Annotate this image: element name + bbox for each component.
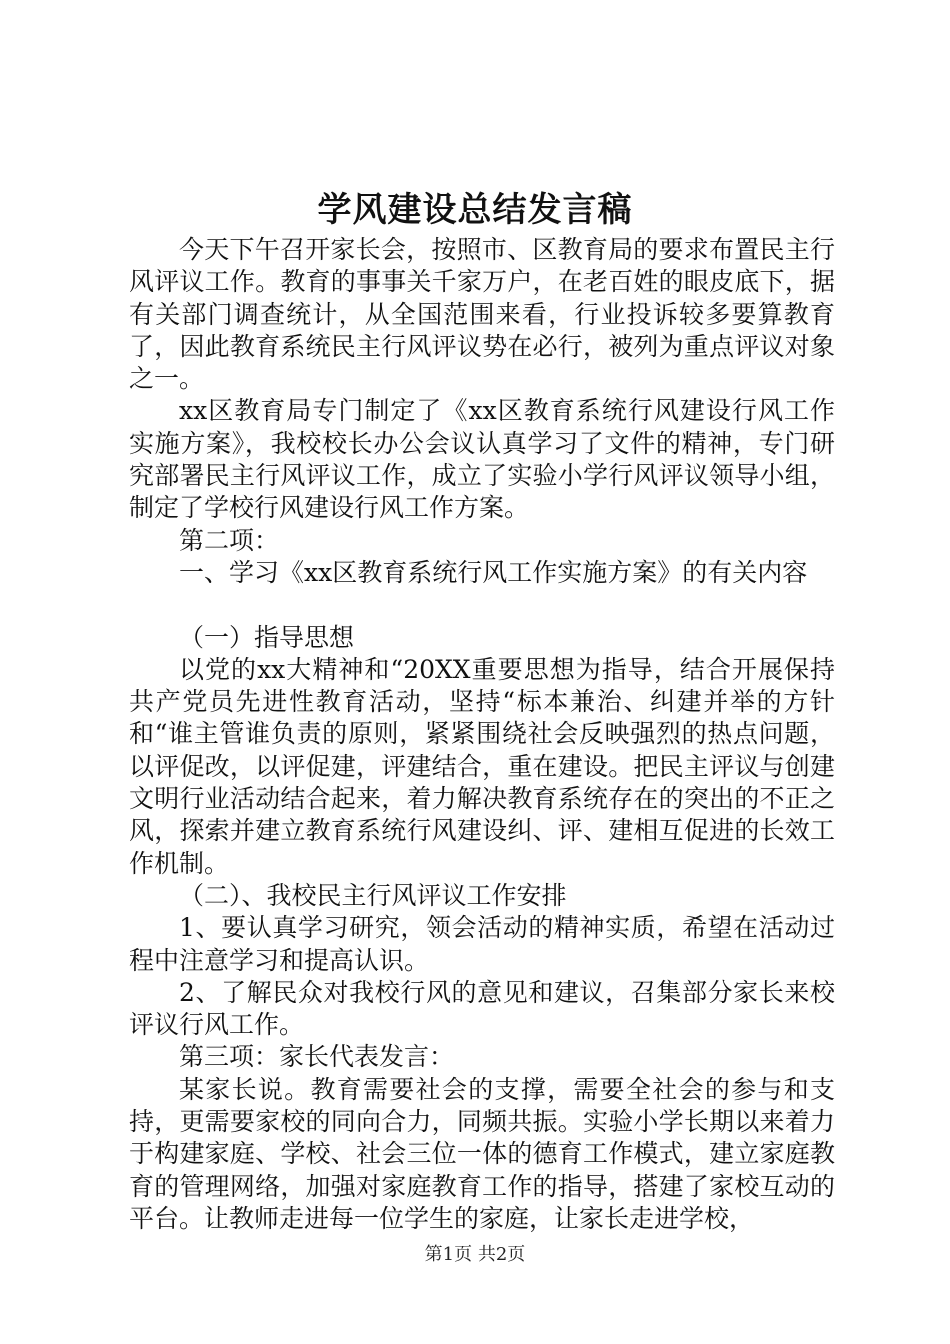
document-body	[129, 234, 835, 1235]
section-heading-item-three: 第三项：家长代表发言：	[179, 1042, 455, 1072]
paragraph-parent-speech: 某家长说。教育需要社会的支撑，需要全社会的参与和支持，更需要家校的同向合力，同频共振。实验小学长期以来着力于构建家庭、学校、社会三位一体的德育工作模式，建立家庭教育的管理网络，加强对家庭教育工作的指导，搭建了家校互动的平台。让教师走进每一位学生的家庭，让家长走进学校，	[129, 1074, 835, 1233]
section-heading-item-two: 第二项：	[179, 525, 280, 555]
paragraph-plan: xx区教育局专门制定了《xx区教育系统行风建设行风工作实施方案》，我校校长办公会议认真学习了文件的精神，专门研究部署民主行风评议工作，成立了实验小学行风评议领导小组，制定了学校行风建设行风工作方案。	[129, 396, 835, 523]
paragraph-guiding-thought: 以党的xx大精神和“20XX重要思想为指导，结合开展保持共产党员先进性教育活动，坚持“标本兼治、纠建并举的方针和“谁主管谁负责的原则，紧紧围绕社会反映强烈的热点问题，以评促改，以评促建，评建结合，重在建设。把民主评议与创建文明行业活动结合起来，着力解决教育系统存在的突出的不正之风，探索并建立教育系统行风建设纠、评、建相互促进的长效工作机制。	[129, 654, 835, 878]
section-heading-study: 一、学习《xx区教育系统行风工作实施方案》的有关内容	[179, 557, 808, 587]
subheading-guiding-thought: （一）指导思想	[179, 622, 355, 652]
subheading-arrangement: （二）、我校民主行风评议工作安排	[179, 880, 567, 910]
blank-line	[129, 589, 835, 621]
list-item-1: 1、要认真学习研究，领会活动的精神实质，希望在活动过程中注意学习和提高认识。	[129, 913, 835, 975]
page-footer: 第1页 共2页	[424, 1244, 526, 1265]
document-title: 学风建设总结发言稿	[317, 190, 633, 230]
list-item-2: 2、了解民众对我校行风的意见和建议，召集部分家长来校评议行风工作。	[129, 977, 835, 1040]
paragraph-intro: 今天下午召开家长会，按照市、区教育局的要求布置民主行风评议工作。教育的事事关千家万户，在老百姓的眼皮底下，据有关部门调查统计，从全国范围来看，行业投诉较多要算教育了，因此教育系统民主行风评议势在必行，被列为重点评议对象之一。	[129, 235, 835, 394]
